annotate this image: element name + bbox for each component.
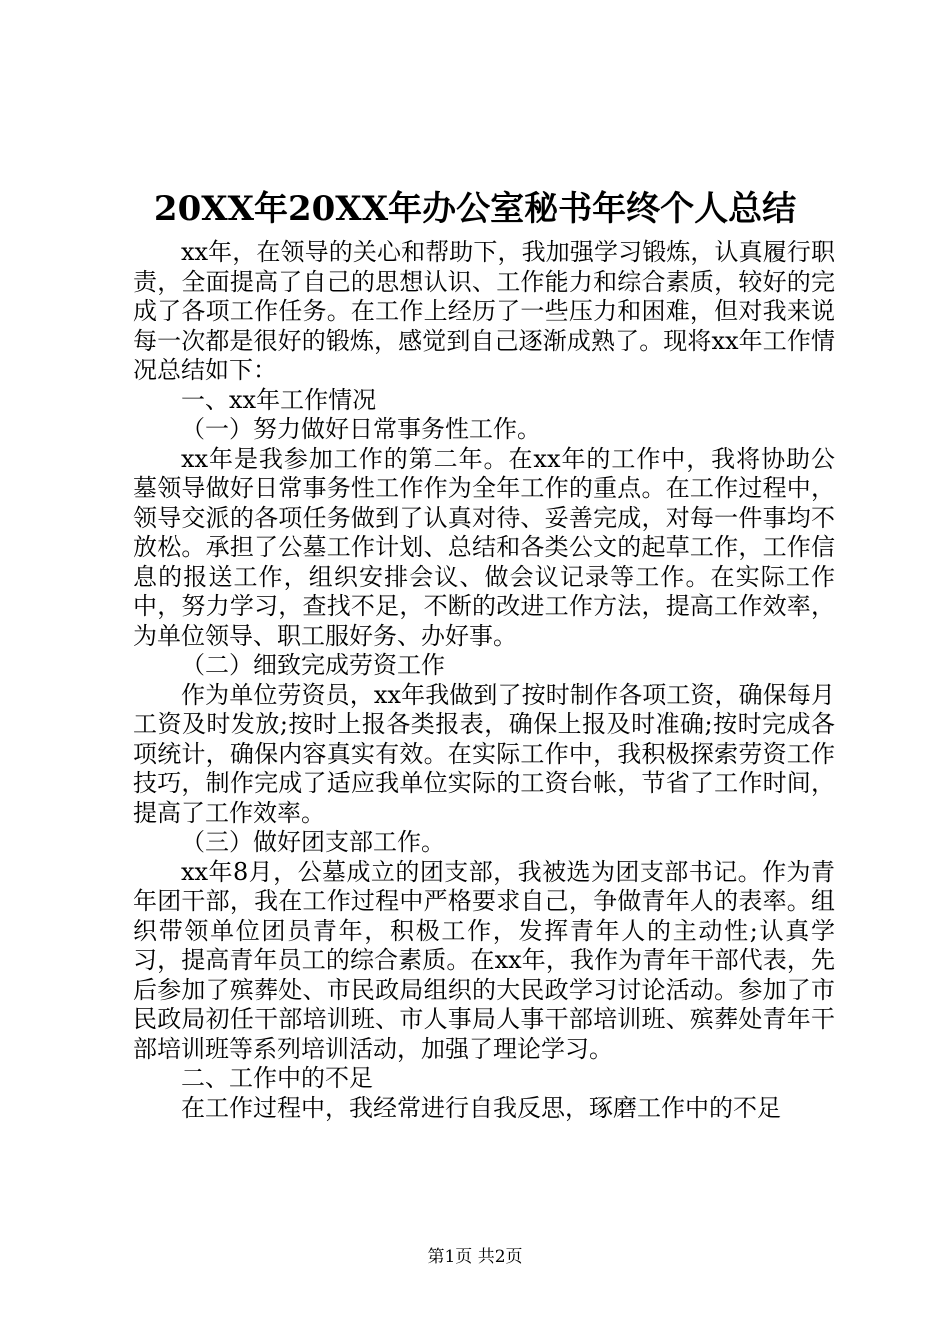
paragraph-payroll-work: 作为单位劳资员，xx年我做到了按时制作各项工资，确保每月工资及时发放;按时上报各类报表，确保上报及时准确;按时完成各项统计，确保内容真实有效。在实际工作中，我积极探索劳资工作技巧，制作完成了适应我单位实际的工资台帐，节省了工作时间，提高了工作效率。 bbox=[133, 680, 835, 827]
paragraph-shortcomings: 在工作过程中，我经常进行自我反思，琢磨工作中的不足 bbox=[181, 1093, 781, 1122]
paragraph-league-work: xx年8月，公墓成立的团支部，我被选为团支部书记。作为青年团干部，我在工作过程中严格要求自己，争做青年人的表率。组织带领单位团员青年，积极工作，发挥青年人的主动性;认真学习，提高青年员工的综合素质。在xx年，我作为青年干部代表，先后参加了殡葬处、市民政局组织的大民政学习讨论活动。参加了市民政局初任干部培训班、市人事局人事干部培训班、殡葬处青年干部培训班等系列培训活动，加强了理论学习。 bbox=[133, 857, 835, 1063]
document-body bbox=[133, 238, 835, 1123]
page-footer: 第1页 共2页 bbox=[427, 1247, 523, 1267]
page-title: 20XX年20XX年办公室秘书年终个人总结 bbox=[153, 189, 797, 229]
subsection-heading-2: （二）细致完成劳资工作 bbox=[181, 651, 445, 679]
paragraph-intro: xx年，在领导的关心和帮助下，我加强学习锻炼，认真履行职责，全面提高了自己的思想认识、工作能力和综合素质，较好的完成了各项工作任务。在工作上经历了一些压力和困难，但对我来说每一次都是很好的锻炼，感觉到自己逐渐成熟了。现将xx年工作情况总结如下： bbox=[133, 238, 835, 384]
paragraph-routine-work: xx年是我参加工作的第二年。在xx年的工作中，我将协助公墓领导做好日常事务性工作作为全年工作的重点。在工作过程中，领导交派的各项任务做到了认真对待、妥善完成，对每一件事均不放松。承担了公墓工作计划、总结和各类公文的起草工作，工作信息的报送工作，组织安排会议、做会议记录等工作。在实际工作中，努力学习，查找不足，不断的改进工作方法，提高工作效率，为单位领导、职工服好务、办好事。 bbox=[133, 444, 835, 650]
subsection-heading-1: （一）努力做好日常事务性工作。 bbox=[181, 415, 541, 443]
section-heading-2: 二、工作中的不足 bbox=[181, 1064, 373, 1092]
subsection-heading-3: （三）做好团支部工作。 bbox=[181, 828, 445, 856]
section-heading-1: 一、xx年工作情况 bbox=[181, 385, 377, 414]
